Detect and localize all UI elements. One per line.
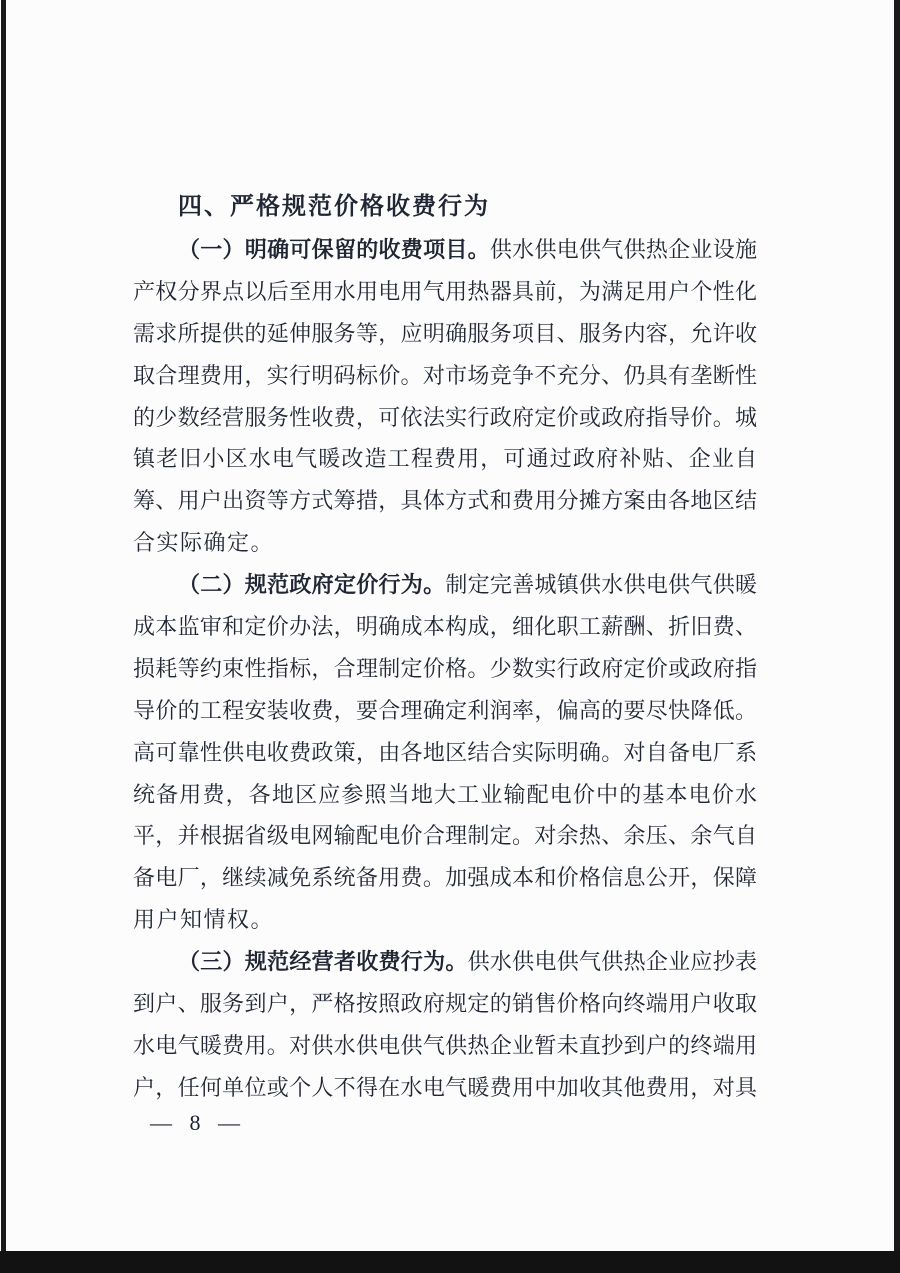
text-line: 平，并根据省级电网输配电价合理制定。对余热、余压、余气自 (133, 823, 757, 849)
text-line: （一）明确可保留的收费项目。供水供电供气供热企业设施 (178, 237, 757, 262)
scan-border-bottom (0, 1251, 900, 1273)
text-line: 损耗等约束性指标，合理制定价格。少数实行政府定价或政府指 (133, 655, 757, 681)
text-line: 高可靠性供电收费政策，由各地区结合实际明确。对自备电厂系 (133, 739, 757, 765)
text-line: 需求所提供的延伸服务等，应明确服务项目、服务内容，允许收 (133, 320, 757, 346)
text-line: 产权分界点以后至用水用电用气用热器具前，为满足用户个性化 (133, 278, 757, 304)
text-line: 合实际确定。 (133, 530, 275, 556)
section-heading: 四、严格规范价格收费行为 (178, 194, 490, 220)
paragraph-lead-in: （三）规范经营者收费行为。 (178, 949, 468, 975)
scan-border-left (1, 0, 6, 1273)
text-line: 筹、用户出资等方式筹措，具体方式和费用分摊方案由各地区结 (133, 488, 757, 514)
page-number: — 8 — (150, 1110, 240, 1135)
text-line: （二）规范政府定价行为。制定完善城镇供水供电供气供暖 (178, 572, 757, 598)
text-line: 导价的工程安装收费，要合理确定利润率，偏高的要尽快降低。 (133, 697, 757, 723)
scan-border-right (894, 0, 900, 1273)
text-line: 镇老旧小区水电气暖改造工程费用，可通过政府补贴、企业自 (133, 446, 757, 472)
text-line: 到户、服务到户，严格按照政府规定的销售价格向终端用户收取 (133, 991, 757, 1017)
text-line: 用户知情权。 (133, 907, 275, 933)
document-body (133, 229, 757, 1109)
text-line: 成本监审和定价办法，明确成本构成，细化职工薪酬、折旧费、 (133, 614, 757, 640)
paragraph-lead-in: （一）明确可保留的收费项目。 (178, 237, 490, 262)
text-line: 备电厂，继续减免系统备用费。加强成本和价格信息公开，保障 (133, 865, 757, 891)
text-line: 取合理费用，实行明码标价。对市场竞争不充分、仍具有垄断性 (133, 362, 757, 388)
text-line: 户，任何单位或个人不得在水电气暖费用中加收其他费用，对具 (133, 1074, 757, 1100)
text-line: 的少数经营服务性收费，可依法实行政府定价或政府指导价。城 (133, 404, 757, 430)
paragraph-lead-in: （二）规范政府定价行为。 (178, 572, 446, 598)
text-line: （三）规范经营者收费行为。供水供电供气供热企业应抄表 (178, 949, 757, 975)
text-line: 水电气暖费用。对供水供电供气供热企业暂未直抄到户的终端用 (133, 1032, 757, 1058)
text-line: 统备用费，各地区应参照当地大工业输配电价中的基本电价水 (133, 781, 757, 807)
